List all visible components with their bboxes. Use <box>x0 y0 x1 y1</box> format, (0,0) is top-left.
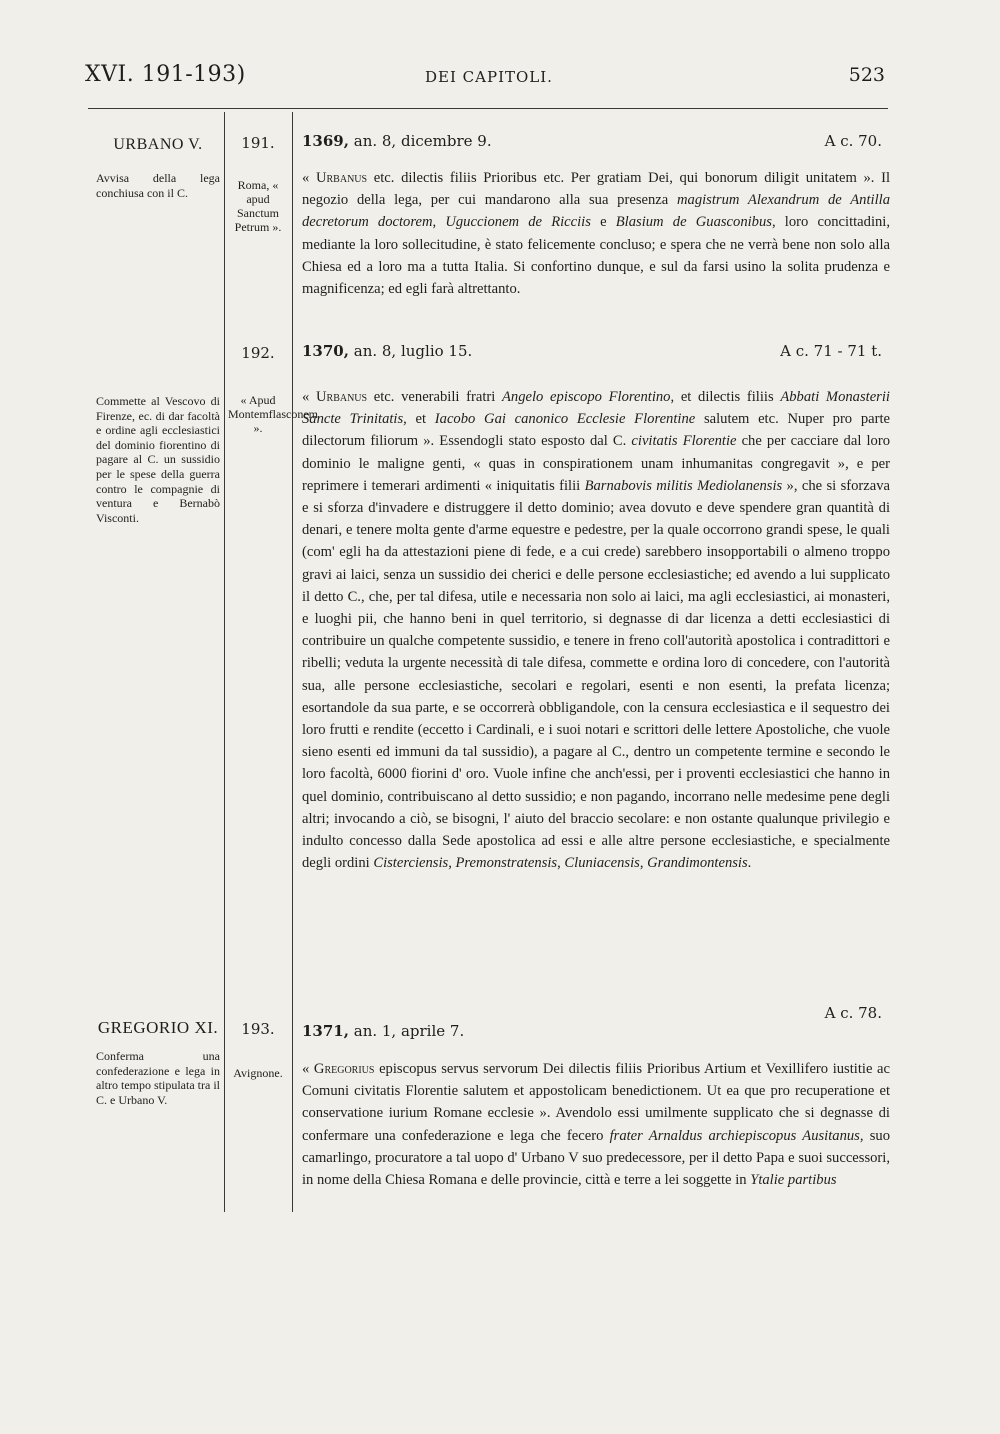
entry-reference: A c. 71 - 71 t. <box>780 342 882 360</box>
running-head <box>85 62 885 92</box>
column-rule-left <box>224 112 225 1212</box>
entry-year: 1371, <box>302 1022 349 1040</box>
entry-heading-192 <box>302 342 886 364</box>
pope-name: GREGORIO XI. <box>97 1018 219 1037</box>
entry-text-191: « Urbanus etc. dilectis filiis Prioribus etc. Per gratiam Dei, qui bonorum diligit unitatem ». Il negozio della lega, per cui mandarono alla sua presenza magistrum Alexandrum de Antilla decretorum doctorem, Uguccionem de Ricciis e Blasium de Guasconibus, loro concittadini, mediante la loro sollecitudine, è stato felicemente concluso; e spera che ne verrà bene non solo alla Chiesa ed a loro ma a tutta Italia. Si confortino dunque, e sul da farsi usino la solita prudenza e magnificenza; ed egli farà altrettanto. <box>302 170 891 298</box>
running-head-title: DEI CAPITOLI. <box>425 68 553 86</box>
summary-note: Commette al Vescovo di Firenze, ec. di dar facoltà e ordine agli ecclesiastici del dominio fiorentino di pagare al C. un sussidio per le spese della guerra contro le compagnie di ventura e Bernabò Visconti. <box>96 394 220 525</box>
entry-date: an. 8, luglio 15. <box>348 342 473 360</box>
entry-number: 192. <box>241 344 275 362</box>
entry-place: Roma, « apud Sanctum Petrum ». <box>234 178 282 234</box>
entry-date: an. 1, aprile 7. <box>348 1022 465 1040</box>
side-column-191 <box>96 135 220 200</box>
summary-note: Avvisa della lega conchiusa con il C. <box>96 171 220 200</box>
entry-date: an. 8, dicembre 9. <box>348 132 492 150</box>
entry-text-192: « Urbanus etc. venerabili fratri Angelo episcopo Florentino, et dilectis filiis Abbati Monasterii Sancte Trinitatis, et Iacobo Gai canonico Ecclesie Florentine salutem etc. Nuper pro parte dilectorum filiorum ». Essendogli stato esposto dal C. civitatis Florentie che per cacciare dal loro dominio le maligne genti, « quas in conspirationem unam inhumanitas congregavit », e per reprimere i temerari ardimenti « iniquitatis filii Barnabovis militis Mediolanensis », che si sforzava e si sforza d'invadere e distruggere il detto dominio; avea dovuto e deve spendere gran quantità di denari, e tenere molta gente d'arme equestre e pedestre, per la quale occorrono grandi spese, le quali (com' egli ha da attestazioni piene di fede, e a cui crede) sarebbero insopportabili o almeno troppo gravi ai laici, senza un sussidio dei cherici e delle persone ecclesiastiche; ed avendo a lui supplicato il detto C., che, per tal difesa, utile e necessaria non solo ai laici, ma agli ecclesiastici, ai monasteri, e luoghi pii, che hanno beni in quel territorio, si degnasse di dar licenza a detti ecclesiastici di contribuire un qualche competente sussidio, e tenere in freno coll'autorità apostolica i contradittori e ribelli; veduta la urgente necessità di tale difesa, commette e ordina loro di concedere, con l'autorità sua, alle persone ecclesiastiche, secolari e regolari, esenti e non esenti, la prefata licenza; esortandole da sua parte, e se occorrerà obbligandole, con la censura ecclesiastica e il sequestro dei loro frutti e rendite (eccetto i Cardinali, e i suoi notari e scrittori delle lettere Apostoliche, che vuole sieno esenti ed immuni da tal sussidio), a pagare al C., dentro un competente termine e secondo le loro facoltà, 6000 fiorini d' oro. Vuole infine che anch'essi, per i proventi ecclesiastici che hanno in quel dominio, contribuiscano al detto sussidio; e non pagando, incorrano nelle medesime pene degli altri; invocando a ciò, se bisogni, l' aiuto del braccio secolare: e non ostante qualunque privilegio e indulto concesso dalla Sede apostolica ad essi e alle altre persone ecclesiastiche, e specialmente degli ordini Cisterciensis, Premonstratensis, Cluniacensis, Grandimontensis. <box>302 389 890 872</box>
side-column-192 <box>96 392 220 525</box>
entry-heading-191 <box>302 132 886 154</box>
entry-place: « Apud Montemflasconem ». <box>228 393 318 435</box>
entry-year: 1370, <box>302 342 349 360</box>
column-rule-right <box>292 112 293 1212</box>
entry-heading-193 <box>302 1004 886 1044</box>
running-head-section: XVI. 191-193) <box>85 62 246 87</box>
header-rule <box>88 108 888 109</box>
page-number: 523 <box>848 64 885 86</box>
entry-reference: A c. 78. <box>824 1004 882 1022</box>
entry-number: 191. <box>241 134 275 152</box>
entry-text-193: « Gregorius episcopus servus servorum Dei dilectis filiis Prioribus Artium et Vexillifero iustitie ac Comuni civitatis Florentie salutem et appostolicam benedictionem. Ut ea que pro recuperatione et conservatione iurium Romane ecclesie ». Avendolo essi umilmente supplicato che si degnasse di confermare una confederazione e lega che fecero frater Arnaldus archiepiscopus Ausitanus, suo camarlingo, procuratore a tal uopo d' Urbano V suo predecessore, per il detto Papa e suoi successori, in nome della Chiesa Romana e delle provincie, città e terre a lei soggette in Ytalie partibus <box>302 1061 890 1189</box>
entry-place: Avignone. <box>233 1066 283 1080</box>
summary-note: Conferma una confederazione e lega in altro tempo stipulata tra il C. e Urbano V. <box>96 1049 220 1107</box>
entry-number: 193. <box>241 1020 275 1038</box>
pope-name: URBANO V. <box>113 136 203 153</box>
side-column-193 <box>96 1018 220 1107</box>
entry-reference: A c. 70. <box>824 132 882 150</box>
entry-year: 1369, <box>302 132 349 150</box>
